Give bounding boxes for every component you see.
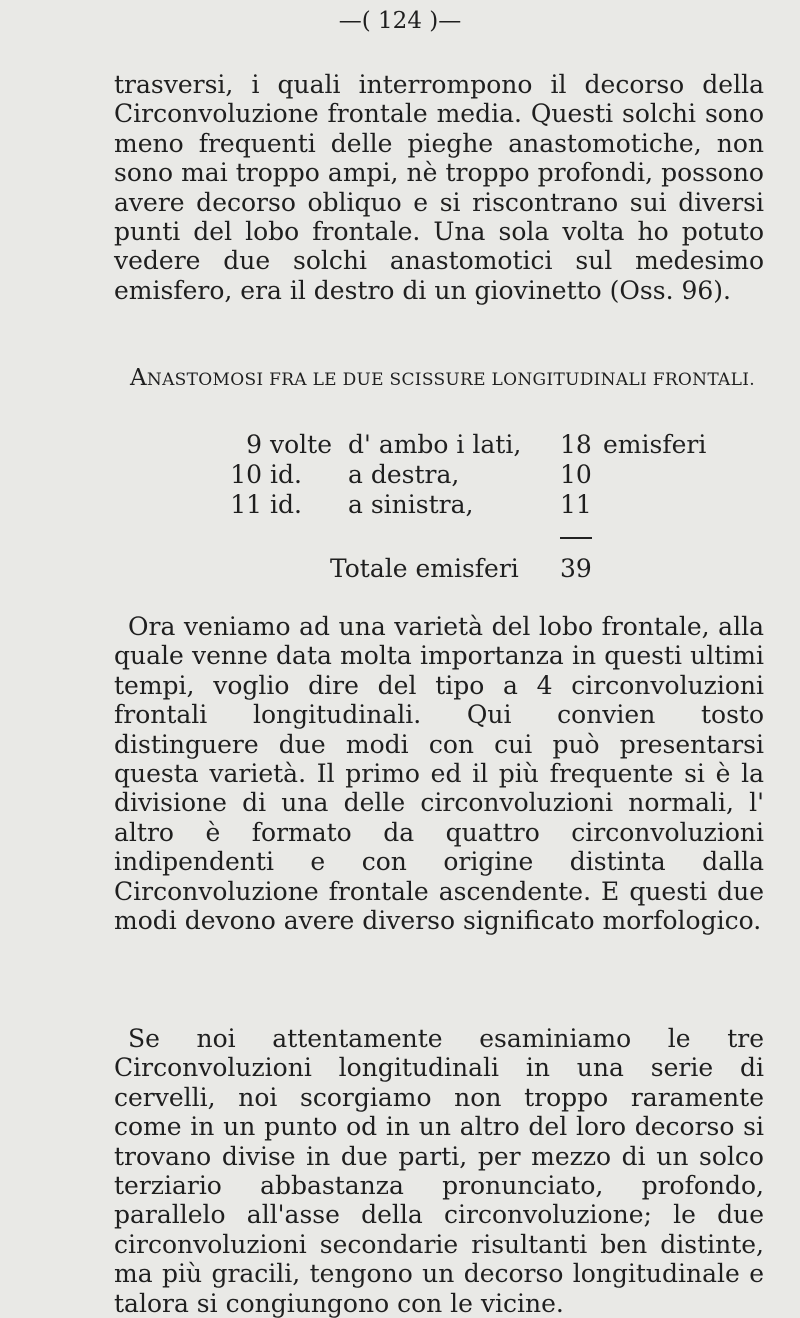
count-cell: 11 bbox=[230, 490, 262, 519]
side-cell: a destra, bbox=[348, 460, 460, 489]
paragraph-esame bbox=[114, 1024, 764, 1318]
page-number: —( 124 )— bbox=[338, 8, 462, 34]
paragraph-varieta bbox=[114, 612, 764, 935]
paragraph-intro bbox=[114, 70, 764, 305]
side-cell: d' ambo i lati, bbox=[348, 430, 522, 459]
unit-cell: emisferi bbox=[603, 430, 707, 459]
table-row bbox=[0, 490, 800, 520]
paragraph-varieta-text: Ora veniamo ad una varietà del lobo frontale, alla quale venne data molta importanza in questi ultimi tempi, voglio dire del tipo a 4 circonvoluzioni frontali longitudinali. Qui convien tosto distinguere due modi con cui può presentarsi questa varietà. Il primo ed il più frequente si è la divisione di una delle circonvoluzioni normali, l' altro è formato da quattro circonvoluzioni indipendenti e con origine distinta dalla Circonvoluzione frontale ascendente. E questi due modi devono avere diverso significato morfologico. bbox=[114, 612, 764, 936]
word-cell: id. bbox=[270, 490, 302, 519]
count-cell: 9 bbox=[246, 430, 262, 459]
count-cell: 10 bbox=[230, 460, 262, 489]
heading-initial: A bbox=[130, 365, 147, 391]
side-cell: a sinistra, bbox=[348, 490, 474, 519]
heading-rest: NASTOMOSI FRA LE DUE SCISSURE LONGITUDINALI FRONTALI. bbox=[146, 370, 755, 390]
value-cell: 18 bbox=[560, 430, 592, 459]
value-cell: 10 bbox=[560, 460, 592, 489]
table-row bbox=[0, 460, 800, 490]
paragraph-intro-text: trasversi, i quali interrompono il decorso della Circonvoluzione frontale media. Questi solchi sono meno frequenti delle pieghe anastomotiche, non sono mai troppo ampi, nè troppo profondi, possono avere decorso obliquo e si riscontrano sui diversi punti del lobo frontale. Una sola volta ho potuto vedere due solchi anastomotici sul medesimo emisfero, era il destro di un giovinetto (Oss. 96). bbox=[114, 70, 764, 305]
word-cell: id. bbox=[270, 460, 302, 489]
table-row bbox=[0, 430, 800, 460]
sum-rule bbox=[560, 537, 592, 539]
section-heading bbox=[130, 365, 770, 391]
paragraph-esame-text: Se noi attentamente esaminiamo le tre Circonvoluzioni longitudinali in una serie di cervelli, noi scorgiamo non troppo raramente come in un punto od in un altro del loro decorso si trovano divise in due parti, per mezzo di un solco terziario abbastanza pronunciato, profondo, parallelo all'asse della circonvoluzione; le due circonvoluzioni secondarie risultanti ben distinte, ma più gracili, tengono un decorso longitudinale e talora si congiungono con le vicine. bbox=[114, 1024, 764, 1318]
anastomosis-table bbox=[0, 430, 800, 583]
total-value: 39 bbox=[560, 554, 592, 583]
word-cell: volte bbox=[270, 430, 333, 459]
value-cell: 11 bbox=[560, 490, 592, 519]
total-label: Totale emisferi bbox=[330, 554, 519, 583]
